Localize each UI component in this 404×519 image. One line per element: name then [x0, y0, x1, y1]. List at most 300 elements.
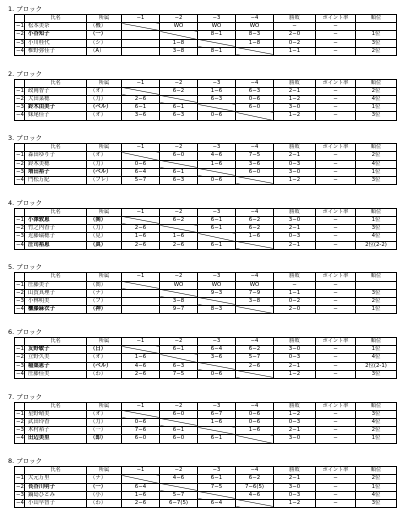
- self-match-cell: [122, 23, 160, 31]
- header-win-loss: 勝敗: [274, 467, 316, 475]
- rank: 3位: [356, 410, 397, 418]
- win-loss: 1−1: [274, 47, 316, 55]
- player-number: −1: [16, 475, 24, 482]
- point-rate: −: [316, 370, 356, 378]
- header-vs-4: −4: [236, 208, 274, 216]
- player-affiliation: （ナ）: [87, 475, 122, 483]
- match-score: 6−1: [160, 427, 198, 435]
- match-score: 1−6: [198, 160, 236, 168]
- player-number: −4: [16, 435, 24, 442]
- self-match-cell: [198, 233, 236, 241]
- win-loss: 0−3: [274, 233, 316, 241]
- rank: 4位: [356, 491, 397, 499]
- match-score: 6−1: [198, 225, 236, 233]
- match-score: 2−6: [122, 225, 160, 233]
- rank: 1位: [356, 104, 397, 112]
- header-rank: 順位: [356, 144, 397, 152]
- match-score: 6−1: [160, 346, 198, 354]
- self-match-cell: [198, 427, 236, 435]
- match-score: 1−6: [198, 418, 236, 426]
- rank: 1位: [356, 435, 397, 443]
- win-loss: 1−2: [274, 499, 316, 507]
- match-score: 6−4: [198, 499, 236, 507]
- point-rate: −: [316, 418, 356, 426]
- match-score: 0−6: [236, 410, 274, 418]
- match-score: 2−6: [122, 95, 160, 103]
- block-title: 4. ブロック: [8, 198, 43, 207]
- match-score: 6−0: [160, 152, 198, 160]
- header-vs-1: −1: [122, 338, 160, 346]
- win-loss: 3−0: [274, 346, 316, 354]
- match-score: [122, 306, 160, 314]
- player-number: −3: [16, 491, 24, 498]
- rank: 3位: [356, 39, 397, 47]
- player-affiliation: （小）: [87, 491, 122, 499]
- win-loss: 3−0: [274, 483, 316, 491]
- header-vs-2: −2: [160, 273, 198, 281]
- match-score: 6−7: [198, 410, 236, 418]
- player-affiliation: （オ）: [87, 152, 122, 160]
- match-score: 6−2: [236, 475, 274, 483]
- match-score: 1−6: [122, 491, 160, 499]
- match-score: 2−6: [122, 499, 160, 507]
- header-point-rate: ポイント率: [316, 15, 356, 23]
- match-score: [122, 31, 160, 39]
- player-affiliation: （関）: [87, 216, 122, 224]
- header-win-loss: 勝敗: [274, 402, 316, 410]
- win-loss: 3−0: [274, 435, 316, 443]
- header-vs-3: −3: [198, 79, 236, 87]
- match-score: 1−8: [160, 39, 198, 47]
- player-name: 門松万紀: [25, 176, 87, 184]
- player-row: [15, 39, 397, 47]
- player-name: 庄藤美子: [25, 281, 87, 289]
- match-score: 2−6: [160, 241, 198, 249]
- match-score: 3−8: [160, 297, 198, 305]
- player-number: −3: [16, 39, 24, 46]
- rank: [356, 23, 397, 31]
- match-score: 0−6: [122, 160, 160, 168]
- rank: 1位: [356, 346, 397, 354]
- match-score: 6−1: [198, 241, 236, 249]
- player-number: −1: [16, 346, 24, 353]
- player-row: [15, 47, 397, 55]
- win-loss: 2−1: [274, 427, 316, 435]
- header-rank: 順位: [356, 15, 397, 23]
- header-affiliation: 所属: [87, 79, 122, 87]
- point-rate: −: [316, 23, 356, 31]
- point-rate: −: [316, 281, 356, 289]
- self-match-cell: [160, 95, 198, 103]
- player-row: [15, 427, 397, 435]
- player-number: −4: [16, 306, 24, 313]
- point-rate: −: [316, 306, 356, 314]
- player-row: [15, 233, 397, 241]
- player-name: 小山早智子: [25, 499, 87, 507]
- win-loss: 1−2: [274, 370, 316, 378]
- match-score: 6−1: [122, 104, 160, 112]
- win-loss: 3−0: [274, 216, 316, 224]
- player-number: −2: [16, 225, 24, 232]
- player-name: 椎野弥佳子: [25, 47, 87, 55]
- match-score: 1−6: [198, 87, 236, 95]
- match-score: 6−0: [122, 435, 160, 443]
- rank: 1位: [356, 306, 397, 314]
- match-score: 5−7: [122, 176, 160, 184]
- player-row: [15, 435, 397, 443]
- player-affiliation: （力）: [87, 95, 122, 103]
- header-point-rate: ポイント率: [316, 402, 356, 410]
- match-score: 3−6: [198, 354, 236, 362]
- match-score: 6−1: [198, 435, 236, 443]
- header-vs-1: −1: [122, 144, 160, 152]
- match-score: 1−6: [122, 233, 160, 241]
- match-score: 1−6: [122, 354, 160, 362]
- player-number: −3: [16, 104, 24, 111]
- player-row: [15, 168, 397, 176]
- player-affiliation: （真）: [87, 241, 122, 249]
- self-match-cell: [122, 346, 160, 354]
- match-score: 8−1: [198, 31, 236, 39]
- player-row: [15, 241, 397, 249]
- self-match-cell: [122, 87, 160, 95]
- header-affiliation: 所属: [87, 144, 122, 152]
- self-match-cell: [236, 499, 274, 507]
- win-loss: 2−1: [274, 241, 316, 249]
- player-affiliation: （ベル）: [87, 362, 122, 370]
- player-row: [15, 475, 397, 483]
- header-name: 氏名: [25, 79, 87, 87]
- player-name: 立野久美: [25, 354, 87, 362]
- player-row: [15, 354, 397, 362]
- rank: 2位: [356, 427, 397, 435]
- header-rank: 順位: [356, 402, 397, 410]
- player-number: −4: [16, 47, 24, 54]
- player-number: −3: [16, 233, 24, 240]
- rank: 2位: [356, 152, 397, 160]
- match-score: 7−5: [236, 152, 274, 160]
- match-score: 6−4: [122, 483, 160, 491]
- match-score: WO: [198, 23, 236, 31]
- win-loss: 2−1: [274, 225, 316, 233]
- player-row: [15, 362, 397, 370]
- player-row: [15, 216, 397, 224]
- header-vs-4: −4: [236, 402, 274, 410]
- player-row: [15, 152, 397, 160]
- win-loss: 0−3: [274, 418, 316, 426]
- self-match-cell: [198, 104, 236, 112]
- rank: 2位: [356, 475, 397, 483]
- player-row: [15, 346, 397, 354]
- player-affiliation: （一）: [87, 427, 122, 435]
- results-table: [14, 14, 397, 56]
- player-number: −4: [16, 112, 24, 119]
- rank: 2位: [356, 47, 397, 55]
- point-rate: −: [316, 289, 356, 297]
- match-score: 6−2: [160, 87, 198, 95]
- win-loss: 1−2: [274, 95, 316, 103]
- player-row: [15, 176, 397, 184]
- header-vs-1: −1: [122, 208, 160, 216]
- point-rate: −: [316, 39, 356, 47]
- self-match-cell: [236, 176, 274, 184]
- player-affiliation: （わ）: [87, 499, 122, 507]
- player-name: 政岡智子: [25, 87, 87, 95]
- header-vs-3: −3: [198, 273, 236, 281]
- win-loss: 0−3: [274, 160, 316, 168]
- header-win-loss: 勝敗: [274, 338, 316, 346]
- player-name: 小澤敦恵: [25, 216, 87, 224]
- match-score: 6−3: [160, 112, 198, 120]
- results-table: [14, 466, 397, 508]
- player-row: [15, 289, 397, 297]
- header-num: [15, 338, 25, 346]
- match-score: 6−2: [236, 216, 274, 224]
- match-score: 5−7: [236, 354, 274, 362]
- match-score: 7−6: [122, 427, 160, 435]
- match-score: 6−4: [122, 168, 160, 176]
- header-vs-4: −4: [236, 79, 274, 87]
- match-score: 2−6: [236, 362, 274, 370]
- win-loss: 3−0: [274, 104, 316, 112]
- header-num: [15, 79, 25, 87]
- self-match-cell: [160, 31, 198, 39]
- header-rank: 順位: [356, 208, 397, 216]
- self-match-cell: [160, 354, 198, 362]
- match-score: 4−6: [198, 152, 236, 160]
- header-point-rate: ポイント率: [316, 273, 356, 281]
- point-rate: −: [316, 168, 356, 176]
- header-rank: 順位: [356, 273, 397, 281]
- win-loss: 1−2: [274, 410, 316, 418]
- header-affiliation: 所属: [87, 273, 122, 281]
- match-score: 7−5: [160, 370, 198, 378]
- header-vs-2: −2: [160, 467, 198, 475]
- point-rate: −: [316, 87, 356, 95]
- match-score: [122, 289, 160, 297]
- header-win-loss: 勝敗: [274, 79, 316, 87]
- self-match-cell: [236, 370, 274, 378]
- point-rate: −: [316, 104, 356, 112]
- match-score: 6−7(5): [160, 499, 198, 507]
- match-score: 6−1: [160, 104, 198, 112]
- player-row: [15, 297, 397, 305]
- player-number: −2: [16, 96, 24, 103]
- match-score: 6−1: [160, 168, 198, 176]
- rank: 3位: [356, 176, 397, 184]
- results-table: [14, 208, 397, 250]
- match-score: WO: [236, 23, 274, 31]
- point-rate: −: [316, 152, 356, 160]
- match-score: 9−3: [198, 289, 236, 297]
- point-rate: −: [316, 346, 356, 354]
- match-score: 3−6: [122, 112, 160, 120]
- point-rate: −: [316, 435, 356, 443]
- match-score: 1−6: [236, 427, 274, 435]
- self-match-cell: [236, 435, 274, 443]
- player-row: [15, 95, 397, 103]
- point-rate: −: [316, 233, 356, 241]
- match-score: 0−6: [198, 112, 236, 120]
- header-num: [15, 402, 25, 410]
- header-row: [15, 338, 397, 346]
- player-number: −2: [16, 354, 24, 361]
- header-name: 氏名: [25, 338, 87, 346]
- match-score: 3−8: [160, 47, 198, 55]
- match-score: 8−3: [236, 31, 274, 39]
- match-score: WO: [160, 281, 198, 289]
- header-num: [15, 15, 25, 23]
- rank: 3位: [356, 370, 397, 378]
- self-match-cell: [122, 410, 160, 418]
- player-name: 竹之内香子: [25, 225, 87, 233]
- self-match-cell: [236, 112, 274, 120]
- header-vs-2: −2: [160, 15, 198, 23]
- player-name: 友野敏子: [25, 346, 87, 354]
- self-match-cell: [122, 475, 160, 483]
- header-win-loss: 勝敗: [274, 15, 316, 23]
- block-title: 7. ブロック: [8, 392, 43, 401]
- header-num: [15, 273, 25, 281]
- match-score: [122, 47, 160, 55]
- player-name: 鈴木美穂: [25, 160, 87, 168]
- player-affiliation: （シ）: [87, 39, 122, 47]
- point-rate: −: [316, 225, 356, 233]
- rank: 4位: [356, 95, 397, 103]
- player-name: 山賀真理子: [25, 289, 87, 297]
- match-score: 4−6: [122, 362, 160, 370]
- player-affiliation: （機）: [87, 23, 122, 31]
- match-score: WO: [198, 281, 236, 289]
- rank: 4位: [356, 418, 397, 426]
- header-vs-4: −4: [236, 15, 274, 23]
- win-loss: 1−2: [274, 112, 316, 120]
- header-point-rate: ポイント率: [316, 338, 356, 346]
- point-rate: −: [316, 499, 356, 507]
- match-score: 3−6: [236, 160, 274, 168]
- header-num: [15, 208, 25, 216]
- block-title: 2. ブロック: [8, 69, 43, 78]
- player-affiliation: （日）: [87, 346, 122, 354]
- header-num: [15, 144, 25, 152]
- self-match-cell: [160, 483, 198, 491]
- self-match-cell: [160, 289, 198, 297]
- point-rate: −: [316, 216, 356, 224]
- player-row: [15, 370, 397, 378]
- match-score: 6−0: [236, 104, 274, 112]
- player-number: −4: [16, 370, 24, 377]
- self-match-cell: [160, 160, 198, 168]
- header-vs-2: −2: [160, 338, 198, 346]
- player-name: 森田ゆり子: [25, 152, 87, 160]
- self-match-cell: [236, 47, 274, 55]
- player-name: 大元万里: [25, 475, 87, 483]
- match-score: 2−6: [122, 241, 160, 249]
- player-name: 小林明美: [25, 297, 87, 305]
- win-loss: 0−2: [274, 39, 316, 47]
- header-vs-2: −2: [160, 402, 198, 410]
- match-score: 6−1: [198, 216, 236, 224]
- header-row: [15, 79, 397, 87]
- player-number: −1: [16, 87, 24, 94]
- rank: 1位: [356, 168, 397, 176]
- player-affiliation: （オ）: [87, 410, 122, 418]
- player-affiliation: （力）: [87, 160, 122, 168]
- match-score: 6−0: [160, 410, 198, 418]
- player-name: 稲葉恵子: [25, 362, 87, 370]
- self-match-cell: [160, 418, 198, 426]
- player-name: 鍋島ひとみ: [25, 491, 87, 499]
- rank: 3位: [356, 499, 397, 507]
- header-vs-4: −4: [236, 338, 274, 346]
- self-match-cell: [198, 168, 236, 176]
- player-affiliation: （ナ）: [87, 289, 122, 297]
- header-vs-1: −1: [122, 79, 160, 87]
- player-name: 松本美奈: [25, 23, 87, 31]
- player-name: 櫃藤麻衣子: [25, 306, 87, 314]
- match-score: 1−6: [236, 233, 274, 241]
- point-rate: −: [316, 47, 356, 55]
- player-affiliation: （フレ）: [87, 176, 122, 184]
- point-rate: −: [316, 297, 356, 305]
- header-vs-4: −4: [236, 467, 274, 475]
- rank: 2位(2-2): [356, 241, 397, 249]
- player-name: 武田玲香: [25, 418, 87, 426]
- header-name: 氏名: [25, 208, 87, 216]
- point-rate: −: [316, 354, 356, 362]
- self-match-cell: [122, 281, 160, 289]
- match-score: 0−6: [198, 176, 236, 184]
- player-number: −2: [16, 419, 24, 426]
- match-score: 0−6: [236, 418, 274, 426]
- player-affiliation: （見）: [87, 233, 122, 241]
- header-row: [15, 208, 397, 216]
- rank: 2位: [356, 87, 397, 95]
- win-loss: 1−2: [274, 176, 316, 184]
- player-affiliation: （力）: [87, 418, 122, 426]
- header-rank: 順位: [356, 338, 397, 346]
- player-number: −2: [16, 160, 24, 167]
- header-name: 氏名: [25, 273, 87, 281]
- header-affiliation: 所属: [87, 15, 122, 23]
- win-loss: 2−1: [274, 152, 316, 160]
- header-rank: 順位: [356, 467, 397, 475]
- player-number: −1: [16, 281, 24, 288]
- point-rate: −: [316, 427, 356, 435]
- match-score: 6−2: [236, 225, 274, 233]
- header-vs-4: −4: [236, 144, 274, 152]
- rank: 2位(2-1): [356, 362, 397, 370]
- match-score: WO: [160, 23, 198, 31]
- player-name: 庄藤佳美: [25, 370, 87, 378]
- player-number: −1: [16, 23, 24, 30]
- player-number: −4: [16, 177, 24, 184]
- match-score: 3−8: [236, 297, 274, 305]
- match-score: 7−5: [198, 483, 236, 491]
- self-match-cell: [198, 39, 236, 47]
- player-name: 増田裕子: [25, 168, 87, 176]
- header-vs-3: −3: [198, 467, 236, 475]
- header-point-rate: ポイント率: [316, 144, 356, 152]
- header-name: 氏名: [25, 15, 87, 23]
- match-score: 2−6: [122, 370, 160, 378]
- block-title: 8. ブロック: [8, 457, 43, 466]
- header-win-loss: 勝敗: [274, 144, 316, 152]
- player-affiliation: （フ）: [87, 297, 122, 305]
- point-rate: −: [316, 160, 356, 168]
- match-score: 6−0: [160, 435, 198, 443]
- results-table: [14, 143, 397, 185]
